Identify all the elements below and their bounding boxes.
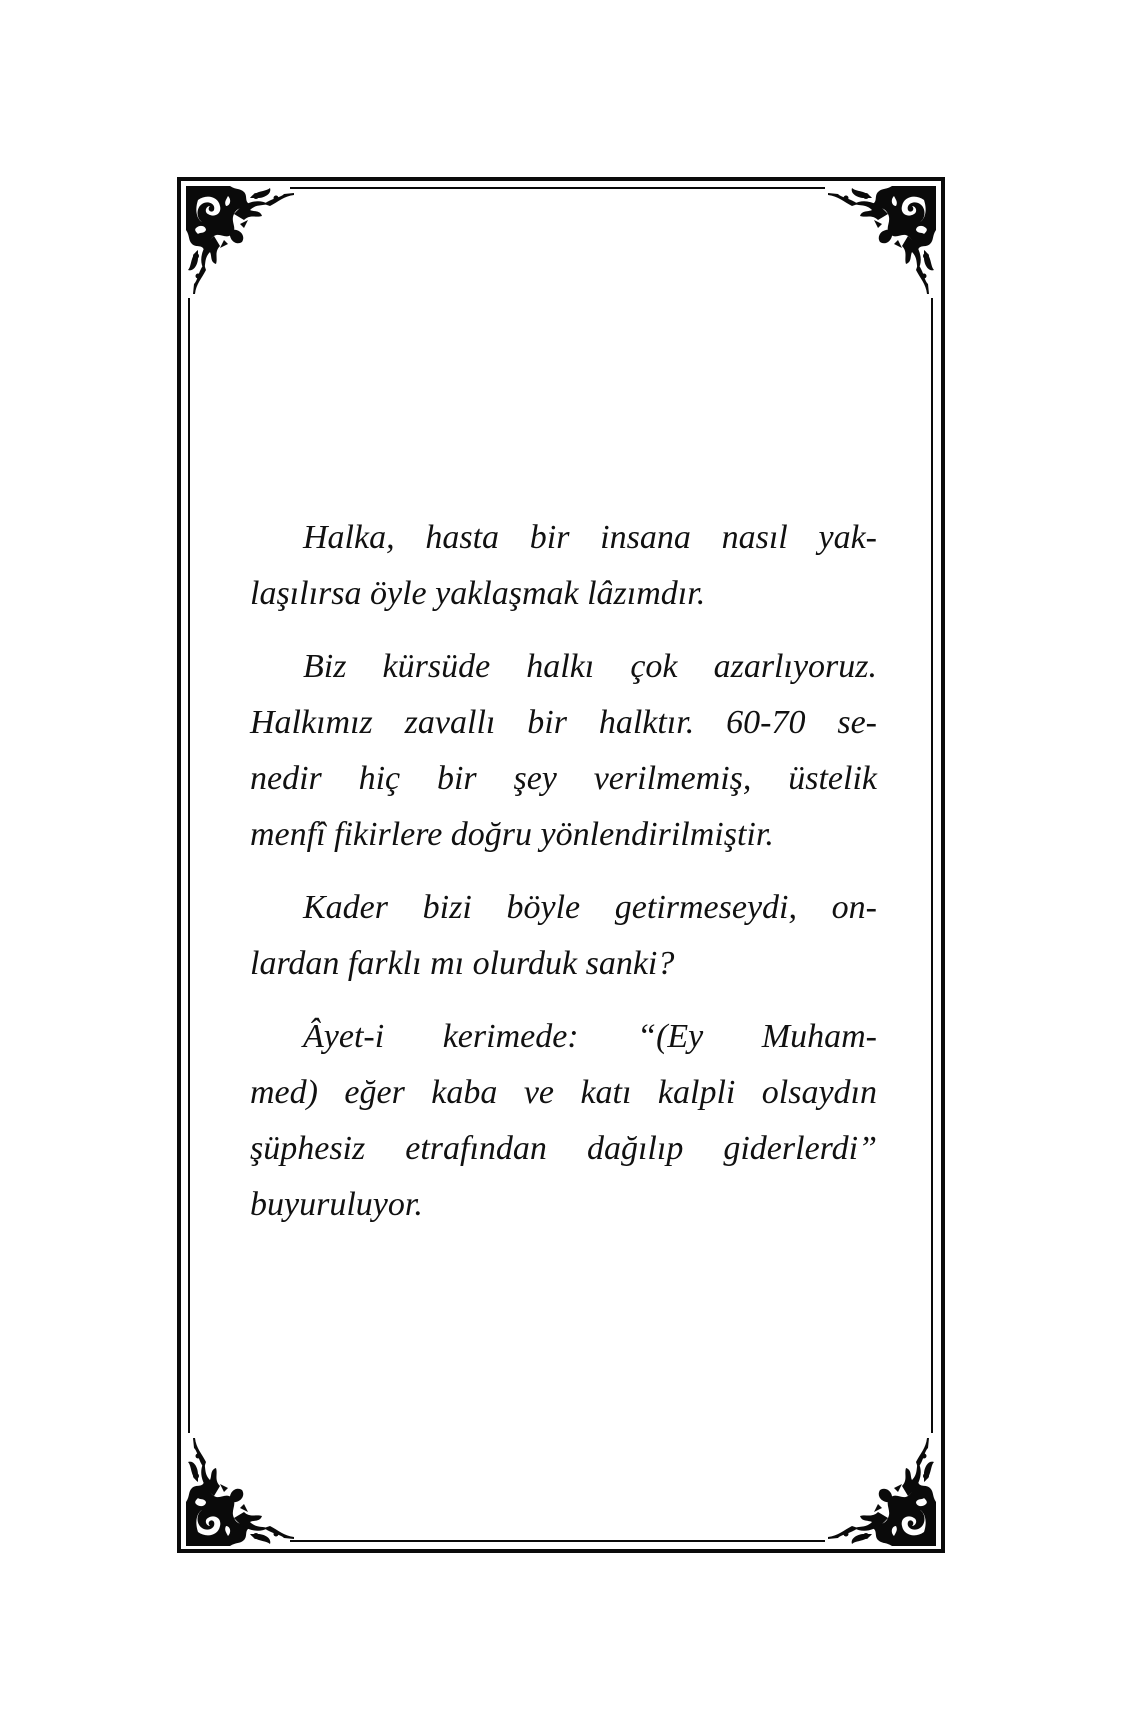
- frame-inner-rule-bottom: [290, 1540, 825, 1542]
- page-body-text: [250, 510, 877, 1250]
- paragraph-2: [250, 639, 877, 863]
- text-line: med) eğer kaba ve katı kalpli olsaydın: [250, 1074, 877, 1111]
- corner-ornament-icon-top-left: [184, 184, 296, 296]
- text-line: Halka, hasta bir insana nasıl yak-: [303, 519, 877, 556]
- text-line: laşılırsa öyle yaklaşmak lâzımdır.: [250, 575, 706, 612]
- text-line: Halkımız zavallı bir halktır. 60-70 se-: [250, 704, 877, 741]
- text-line: menfî fikirlere doğru yönlendirilmiştir.: [250, 816, 774, 853]
- corner-ornament-icon-bottom-right: [826, 1436, 938, 1548]
- frame-inner-rule-right: [931, 298, 933, 1433]
- frame-inner-rule-left: [188, 298, 190, 1433]
- corner-ornament-icon-bottom-left: [184, 1436, 296, 1548]
- frame-inner-rule-top: [290, 187, 825, 189]
- paragraph-3: [250, 880, 877, 992]
- paragraph-4: [250, 1009, 877, 1233]
- corner-ornament-icon-top-right: [826, 184, 938, 296]
- text-line: Âyet-i kerimede: “(Ey Muham-: [303, 1018, 877, 1055]
- text-line: lardan farklı mı olurduk sanki?: [250, 945, 675, 982]
- text-line: Kader bizi böyle getirmeseydi, on-: [303, 889, 877, 926]
- text-line: buyuruluyor.: [250, 1186, 423, 1223]
- text-line: Biz kürsüde halkı çok azarlıyoruz.: [303, 648, 877, 685]
- text-line: nedir hiç bir şey verilmemiş, üstelik: [250, 760, 877, 797]
- text-line: şüphesiz etrafından dağılıp giderlerdi”: [250, 1130, 877, 1167]
- paragraph-1: [250, 510, 877, 622]
